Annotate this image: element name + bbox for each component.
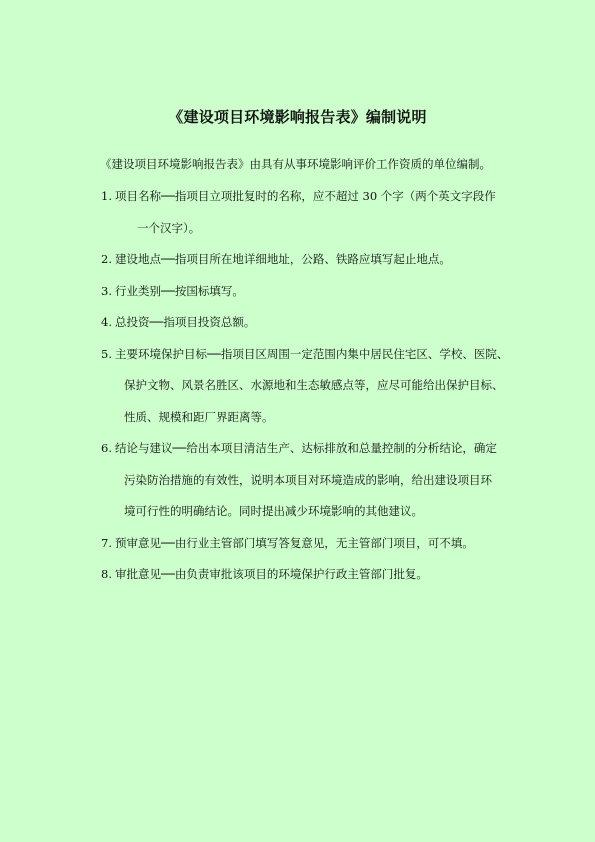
list-item	[101, 181, 541, 244]
list-item-line: 审批意见──由负责审批该项目的环境保护行政主管部门批复。	[115, 567, 428, 581]
list-item-number: 4.	[101, 315, 112, 329]
list-item-line: 结论与建议──给出本项目清洁生产、达标排放和总量控制的分析结论，确定	[115, 441, 497, 455]
list-item-text	[115, 244, 541, 276]
list-item-text	[115, 433, 541, 528]
list-item-line: 主要环境保护目标──指项目区周围一定范围内集中居民住宅区、学校、医院、	[115, 346, 509, 361]
list-item-number: 5.	[101, 346, 112, 361]
list-item-number: 1.	[101, 189, 112, 203]
list-item-line: 性质、规模和距厂界距离等。	[124, 409, 274, 424]
list-item-line: 境可行性的明确结论。同时提出减少环境影响的其他建议。	[124, 504, 423, 518]
list-item-text	[115, 528, 541, 560]
list-item-number: 2.	[101, 252, 112, 266]
list-item-text	[115, 559, 541, 591]
list-item-line: 项目名称──指项目立项批复时的名称，应不超过 30 个字（两个英文字段作	[115, 189, 496, 203]
list-item-line: 预审意见──由行业主管部门填写答复意见，无主管部门项目，可不填。	[115, 535, 474, 550]
list-item	[101, 528, 541, 560]
list-item-text	[115, 339, 541, 434]
list-item-number: 8.	[101, 567, 112, 581]
document-title: 《建设项目环境影响报告表》编制说明	[168, 108, 427, 126]
list-item	[101, 559, 541, 591]
list-item-text	[115, 276, 541, 308]
list-item-text	[115, 307, 541, 339]
list-item	[101, 244, 541, 276]
list-item	[101, 339, 541, 434]
list-item-line: 污染防治措施的有效性，说明本项目对环境造成的影响，给出建设项目环	[124, 472, 492, 487]
list-item-number: 7.	[101, 535, 112, 550]
intro-paragraph: 《建设项目环境影响报告表》由具有从事环境影响评价工作资质的单位编制。	[100, 157, 491, 171]
list-item-line: 总投资──指项目投资总额。	[115, 315, 256, 329]
list-item	[101, 433, 541, 528]
list-item-line: 建设地点──指项目所在地详细地址，公路、铁路应填写起止地点。	[115, 252, 451, 266]
instruction-list	[101, 181, 541, 591]
list-item-text	[115, 181, 541, 244]
list-item	[101, 307, 541, 339]
list-item-number: 3.	[101, 283, 112, 298]
list-item-number: 6.	[101, 441, 112, 455]
list-item-line: 保护文物、风景名胜区、水源地和生态敏感点等，应尽可能给出保护目标、	[124, 378, 504, 392]
list-item-line: 行业类别──按国标填写。	[115, 283, 244, 298]
list-item-line: 一个汉字）。	[137, 220, 201, 235]
list-item	[101, 276, 541, 308]
